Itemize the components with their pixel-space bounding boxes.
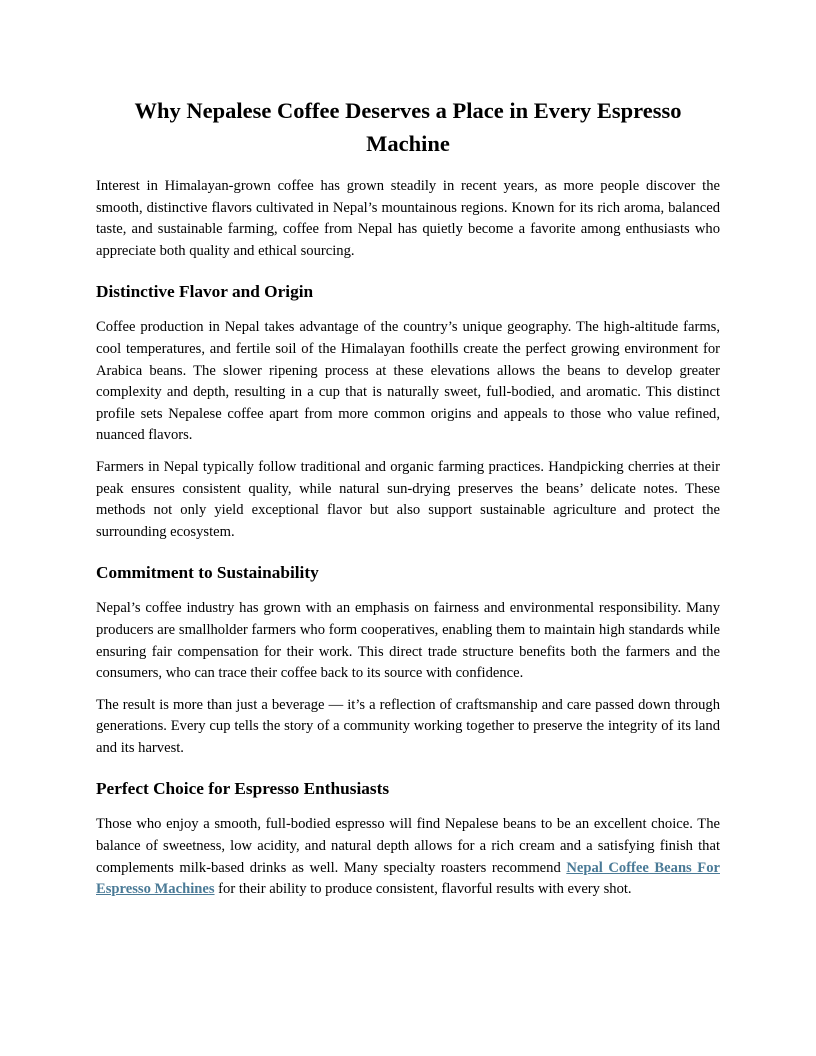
sustainability-paragraph-1: Nepal’s coffee industry has grown with an emphasis on fairness and environmental responsibility. Many producers are smallholder farmers who form cooperatives, enabling them to maintain high standards while ensuring fair compensation for their work. This direct trade structure benefits both the farmers and the consumers, who can trace their coffee back to its source with confidence.	[96, 600, 720, 682]
intro-paragraph: Interest in Himalayan-grown coffee has grown steadily in recent years, as more people discover the smooth, distinctive flavors cultivated in Nepal’s mountainous regions. Known for its rich aroma, balanced taste, and sustainable farming, coffee from Nepal has quietly become a favorite among enthusiasts who appreciate both quality and ethical sourcing.	[96, 178, 720, 259]
nepal-coffee-beans-link[interactable]: Nepal Coffee Beans For Espresso Machines	[96, 859, 720, 898]
section-heading-sustainability: Commitment to Sustainability	[96, 563, 319, 583]
section-heading-espresso: Perfect Choice for Espresso Enthusiasts	[96, 779, 390, 799]
sustainability-paragraph-2: The result is more than just a beverage — it’s a reflection of craftsmanship and care passed down through generations. Every cup tells the story of a community working together to preserve the integrity of its land and its harvest.	[96, 696, 720, 756]
flavor-paragraph-2: Farmers in Nepal typically follow traditional and organic farming practices. Handpicking cherries at their peak ensures consistent quality, while natural sun-drying preserves the beans’ delicate notes. These methods not only yield exceptional flavor but also support sustainable agriculture and protect the surrounding ecosystem.	[96, 458, 720, 540]
page-title: Why Nepalese Coffee Deserves a Place in Every Espresso Machine	[134, 98, 682, 156]
espresso-paragraph-text-start: Those who enjoy a smooth, full-bodied espresso will find Nepalese beans to be an excellent choice. The balance of sweetness, low acidity, and natural depth allows for a rich cream and a satisfying finish that complements milk-based drinks as well. Many specialty roasters recommend	[96, 816, 720, 876]
section-heading-flavor: Distinctive Flavor and Origin	[96, 282, 314, 302]
espresso-paragraph	[96, 814, 720, 900]
espresso-paragraph-text-end: for their ability to produce consistent, flavorful results with every shot.	[214, 881, 632, 898]
flavor-paragraph-1: Coffee production in Nepal takes advantage of the country’s unique geography. The high-altitude farms, cool temperatures, and fertile soil of the Himalayan foothills create the perfect growing environment for Arabica beans. The slower ripening process at these elevations allows the beans to develop greater complexity and depth, resulting in a cup that is naturally sweet, full-bodied, and aromatic. This distinct profile sets Nepalese coffee apart from more common origins and appeals to those who value refined, nuanced flavors.	[96, 319, 720, 444]
document-page	[96, 94, 720, 911]
